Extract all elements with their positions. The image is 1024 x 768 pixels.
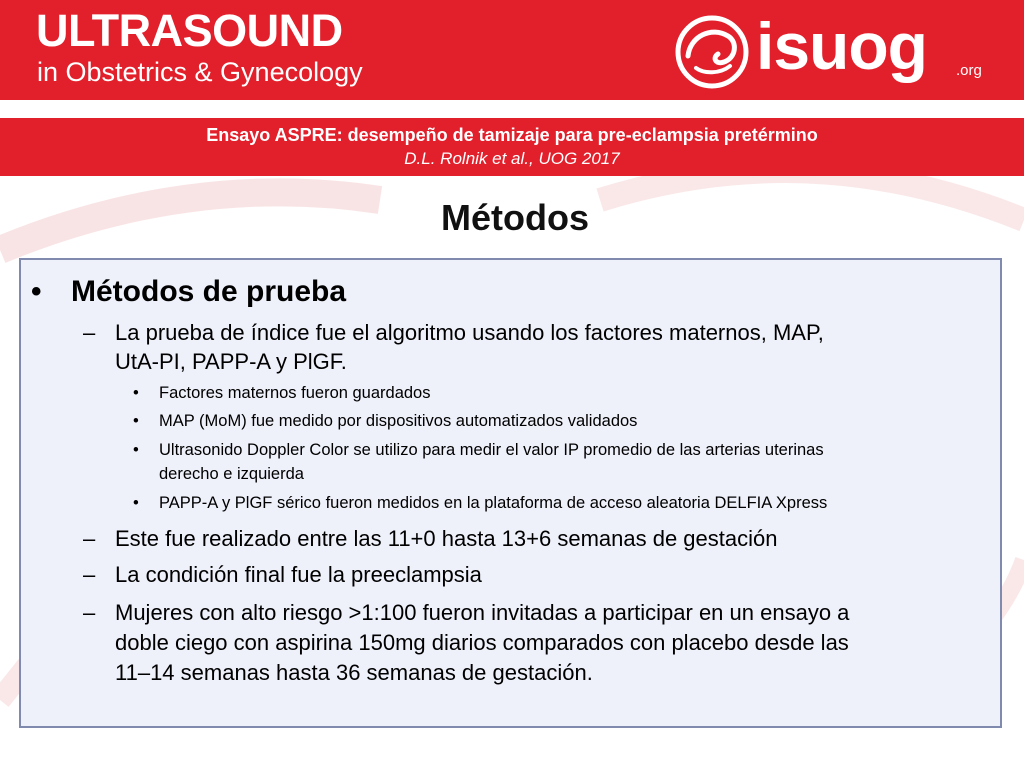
list-item-line: La prueba de índice fue el algoritmo usando los factores maternos, MAP,	[115, 320, 824, 345]
sub-bullet-marker: •	[133, 494, 139, 512]
sub-list-item-line: MAP (MoM) fue medido por dispositivos automatizados validados	[159, 412, 638, 430]
sub-bullet-marker: •	[133, 441, 139, 459]
dash-marker: –	[83, 600, 96, 625]
sub-list-item-line: PAPP-A y PlGF sérico fueron medidos en la plataforma de acceso aleatoria DELFIA Xpress	[159, 494, 828, 512]
isuog-logo	[672, 9, 992, 92]
sub-bullet-marker: •	[133, 384, 139, 402]
dash-marker: –	[83, 562, 96, 587]
list-item-line: Mujeres con alto riesgo >1:100 fueron invitadas a participar en un ensayo a	[115, 600, 850, 625]
sub-bullet-marker: •	[133, 412, 139, 430]
sub-list-item-line: Ultrasonido Doppler Color se utilizo para medir el valor IP promedio de las arterias uterinas	[159, 441, 824, 459]
sub-list-item-line: derecho e izquierda	[159, 465, 304, 483]
list-item-line: 11–14 semanas hasta 36 semanas de gestación.	[115, 660, 593, 685]
isuog-domain-suffix: .org	[956, 62, 982, 79]
header-divider	[0, 100, 1024, 118]
list-item-line: Este fue realizado entre las 11+0 hasta 13+6 semanas de gestación	[115, 526, 778, 551]
list-item-line: La condición final fue la preeclampsia	[115, 562, 482, 587]
study-citation: D.L. Rolnik et al., UOG 2017	[404, 149, 620, 168]
list-item-line: UtA-PI, PAPP-A y PlGF.	[115, 349, 347, 374]
main-bullet-text: Métodos de prueba	[71, 275, 347, 308]
isuog-fetus-logo-icon	[672, 12, 752, 90]
main-bullet-marker: •	[31, 275, 42, 308]
slide-heading: Métodos	[441, 197, 589, 238]
content-panel	[19, 258, 1002, 728]
dash-marker: –	[83, 320, 96, 345]
dash-marker: –	[83, 526, 96, 551]
journal-logo	[14, 0, 402, 100]
list-item-line: doble ciego con aspirina 150mg diarios comparados con placebo desde las	[115, 630, 849, 655]
sub-list-item-line: Factores maternos fueron guardados	[159, 384, 431, 402]
journal-title: ULTRASOUND	[36, 5, 343, 56]
isuog-wordmark: isuog	[756, 9, 927, 83]
journal-subtitle: in Obstetrics & Gynecology	[37, 57, 363, 87]
study-title: Ensayo ASPRE: desempeño de tamizaje para pre-eclampsia pretérmino	[206, 125, 818, 145]
